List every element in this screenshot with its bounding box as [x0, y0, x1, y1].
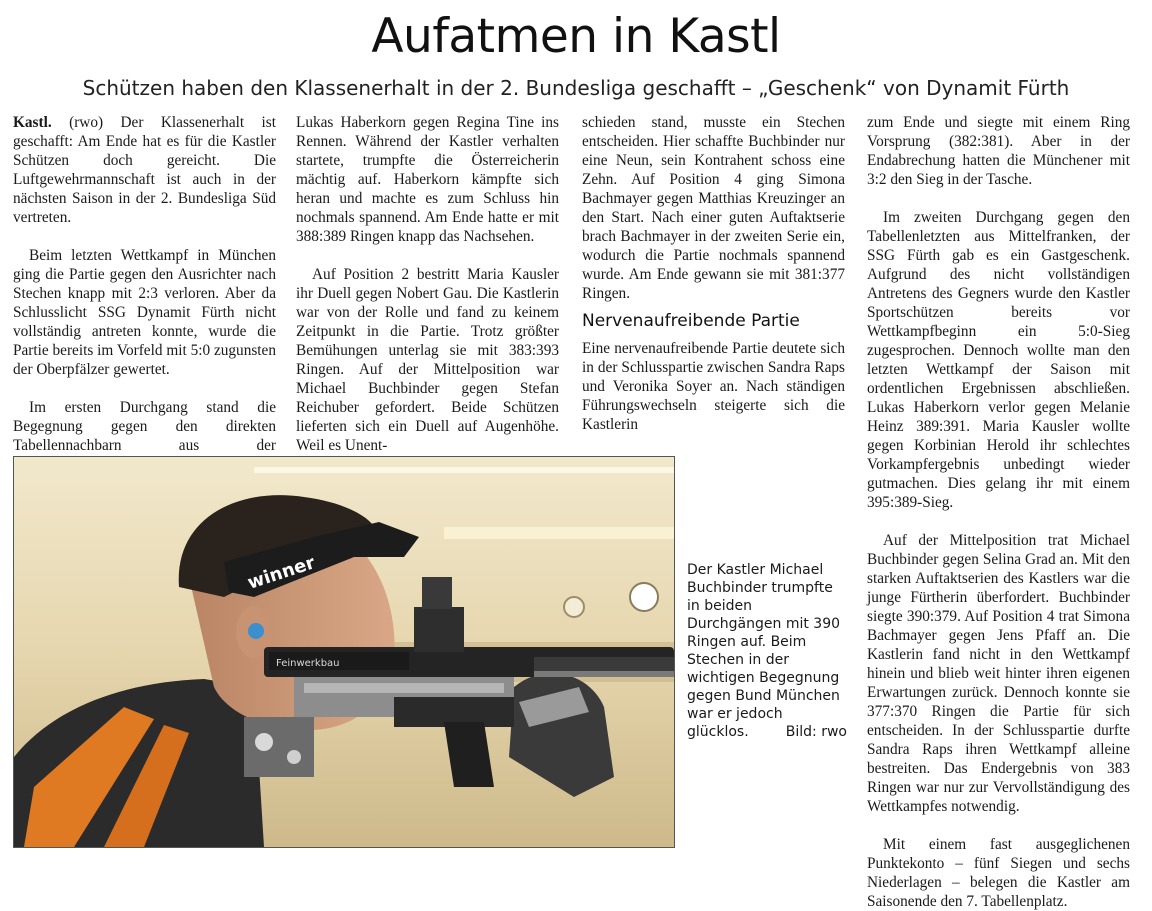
- paragraph: Im ersten Durchgang stand die Begegnung gegen den direkten Tabellennachbarn aus der: [13, 399, 276, 454]
- paragraph: Eine nervenaufreibende Partie deutete sich in der Schlusspartie zwischen Sandra Raps und Veronika Soyer an. Nach ständigen Führungswechseln steigerte sich die Kastlerin: [582, 340, 845, 433]
- text-column-3: [582, 113, 845, 434]
- paragraph: Lukas Haberkorn gegen Regina Tine ins Rennen. Während der Kastler verhalten startete, trumpfte die Österreicherin mächtig auf. Haberkorn kämpfte sich heran und machte es zum Schluss hin nochmals spannend. Am Ende hatte er mit 388:389 Ringen knapp das Nachsehen.: [296, 114, 559, 245]
- section-subheading: Nervenaufreibende Partie: [582, 311, 800, 331]
- cap-logo-text: winner: [245, 552, 318, 594]
- paragraph: Im zweiten Durchgang gegen den Tabellenletzten aus Mittelfranken, der SSG Fürth gab es ein Gastgeschenk. Aufgrund des nicht vollständigen Antretens des Gegners wurde den Kastler Sportschützen bereits vor Wettkampfbeginn ein 5:0-Sieg zugesprochen. Dennoch wollte man den letzten Wettkampf der Saison mit ordentlichen Ergebnissen abschließen. Lukas Haberkorn verlor gegen Melanie Heinz 389:391. Maria Kausler wollte gegen Korbinian Herold ihr schlechtes Vorkampfergebnis unbedingt wieder gutmachen. Dies gelang ihr mit einem 395:389-Sieg.: [867, 209, 1130, 511]
- paragraph: Mit einem fast ausgeglichenen Punktekonto – fünf Siegen und sechs Niederlagen – belegen die Kastler am Saisonende den 7. Tabellenplatz.: [867, 836, 1130, 910]
- text-column-1: [13, 113, 276, 493]
- paragraph: schieden stand, musste ein Stechen entscheiden. Hier schaffte Buchbinder nur eine Neun, sein Kontrahent schoss eine Zehn. Auf Position 4 ging Simona Bachmayer gegen Matthias Kreuzinger an den Start. Nach einer guten Auftaktserie brach Bachmayer in der zweiten Serie ein, wodurch die Partie nochmals spannend wurde. Am Ende gewann sie mit 381:377 Ringen.: [582, 114, 845, 302]
- photo-caption: [687, 561, 847, 741]
- lead-text: (rwo) Der Klassenerhalt ist geschafft: Am Ende hat es für die Kastler Schützen doch gereicht. Die Luftgewehrmannschaft ist auch in der nächsten Saison in der 2. Bundesliga Süd vertreten.: [13, 114, 276, 226]
- paragraph: Beim letzten Wettkampf in München ging die Partie gegen den Ausrichter nach Stechen knapp mit 2:3 verloren. Aber da Schlusslicht SSG Dynamit Fürth nicht vollständig antreten konnte, wurde die Partie bereits im Vorfeld mit 5:0 zugunsten der Oberpfälzer gewertet.: [13, 247, 276, 378]
- text-column-2: [296, 113, 559, 455]
- paragraph: Auf Position 2 bestritt Maria Kausler ihr Duell gegen Nobert Gau. Die Kastlerin war von der Rolle und fand zu keinem Zeitpunkt in die Partie. Trotz größter Bemühungen unterlag sie mit 383:393 Ringen. Auf der Mittelposition war Michael Buchbinder gegen Stefan Reichuber gefordert. Beide Schützen lieferten sich ein Duell auf Augenhöhe. Weil es Unent-: [296, 266, 559, 454]
- paragraph: zum Ende und siegte mit einem Ring Vorsprung (382:381). Aber in der Endabrechung hatten die Münchener mit 3:2 den Sieg in der Tasche.: [867, 114, 1130, 188]
- photo-illustration: [14, 457, 674, 847]
- dateline: Kastl.: [13, 114, 52, 131]
- photo-credit: Bild: rwo: [785, 724, 847, 740]
- paragraph: Auf der Mittelposition trat Michael Buchbinder gegen Selina Grad an. Mit den starken Auftaktserien des Kastlers war die junge Fürtherin überfordert. Buchbinder siegte 390:379. Auf Position 4 trat Simona Bachmayer gegen Jens Pfaff an. Die Kastlerin fand nicht in den Wettkampf hinein und blieb weit hinter ihren eigenen Erwartungen zurück. Dennoch konnte sie 377:370 Ringen die Partie für sich entscheiden. In der Schlusspartie durfte Sandra Raps ihren Wettkampf alleine bestreiten. Das Endergebnis von 383 Ringen war nur zur Vervollständigung des Wettkampfes notwendig.: [867, 532, 1130, 815]
- article-photo: [13, 456, 675, 848]
- lead-paragraph: [13, 113, 276, 227]
- article-subheadline: Schützen haben den Klassenerhalt in der 2. Bundesliga geschafft – „Geschenk“ von Dynamit Fürth: [82, 76, 1070, 100]
- rifle-brand-text: Feinwerkbau: [276, 658, 340, 669]
- article-headline: Aufatmen in Kastl: [371, 9, 781, 64]
- text-column-4: [867, 113, 1130, 911]
- caption-text: Der Kastler Michael Buchbinder trumpfte in beiden Durchgängen mit 390 Ringen auf. Beim Stechen in der wichtigen Begegnung gegen Bund München war er jedoch glücklos.: [687, 562, 841, 740]
